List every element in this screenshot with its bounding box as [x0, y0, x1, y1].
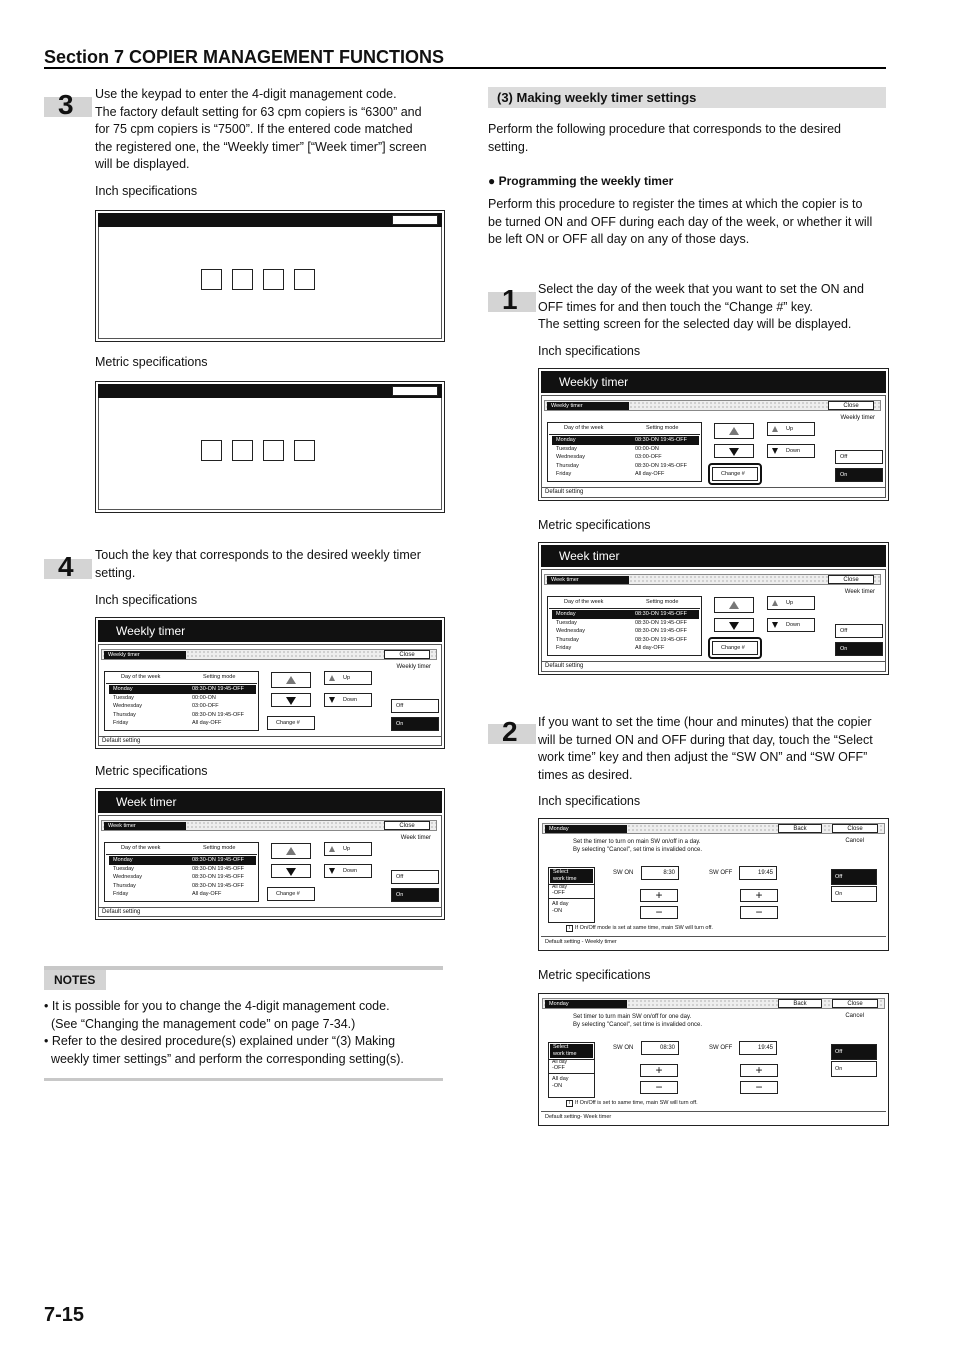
week-timer-screen-metric-step1 — [538, 542, 889, 675]
screen-tab: Monday — [545, 1000, 627, 1008]
sw-on-plus-button[interactable]: + — [640, 889, 678, 902]
default-setting-label[interactable]: Default setting — [102, 909, 141, 915]
step-1-badge: 1 — [488, 292, 536, 312]
default-setting-label[interactable]: Default setting — [545, 489, 584, 495]
down-button[interactable]: Down — [324, 864, 372, 878]
sw-on-minus-button[interactable]: − — [640, 1081, 678, 1094]
instruction-line-2: By selecting "Cancel", set time is invalided once. — [573, 847, 702, 853]
scroll-up-arrow-button[interactable] — [714, 423, 754, 439]
inch-label: Inch specifications — [538, 794, 641, 808]
mode-selector[interactable] — [548, 867, 595, 923]
side-label: Week timer — [400, 835, 431, 841]
step-3-text: Use the keypad to enter the 4-digit management code. The factory default setting for 63 cpm copiers is “6300” and for 75 cpm copiers is “7500”. If the entered code matched the registered one, the “Weekly timer” [“Week timer”] screen will be displayed. — [95, 87, 427, 172]
notes-list — [44, 998, 444, 1068]
change-button[interactable]: Change # — [267, 716, 315, 730]
instruction-line-1: Set timer to turn main SW on/off for one day. — [573, 1014, 692, 1020]
table-row[interactable]: Wednesday 03:00-OFF — [113, 703, 219, 709]
up-icon — [329, 846, 335, 852]
col-mode: Setting mode — [646, 599, 679, 605]
scroll-up-arrow-button[interactable] — [714, 597, 754, 613]
down-button[interactable]: Down — [324, 693, 372, 707]
page-number: 7-15 — [44, 1304, 85, 1326]
up-button[interactable]: Up — [767, 422, 815, 436]
table-row[interactable]: Friday All day-OFF — [556, 471, 665, 477]
sw-off-minus-button[interactable]: − — [740, 906, 778, 919]
back-button[interactable]: Back — [778, 824, 822, 833]
mode-selector[interactable] — [548, 1042, 595, 1098]
scroll-up-arrow-button[interactable] — [271, 672, 311, 688]
sw-off-plus-button[interactable]: + — [740, 1064, 778, 1077]
admin-bar — [98, 384, 442, 398]
select-work-time-option[interactable]: Select work time — [550, 1044, 593, 1058]
sw-on-value: 8:30 — [641, 866, 679, 880]
day-table — [547, 422, 702, 482]
up-arrow-icon — [286, 847, 296, 855]
table-row[interactable]: Monday 08:30-ON 19:45-OFF — [109, 856, 256, 865]
side-label: Weekly timer — [840, 415, 875, 421]
close-button[interactable]: Close — [832, 824, 878, 833]
programming-text: Perform this procedure to register the times at which the copier is to be turned ON and OFF during each day of the week, or whether it will be left ON or OFF all day on any of those days. — [488, 197, 873, 247]
close-button[interactable]: Close — [828, 401, 874, 410]
off-option-label: -OFF — [552, 1065, 565, 1071]
admin-bar — [98, 213, 442, 227]
metric-label: Metric specifications — [95, 355, 208, 369]
off-button[interactable]: Off — [831, 1044, 877, 1060]
off-option-label: -OFF — [552, 890, 565, 896]
close-button[interactable]: Close — [384, 650, 430, 659]
table-row[interactable]: Thursday 08:30-ON 19:45-OFF — [556, 462, 687, 469]
sw-on-label: SW ON — [613, 870, 634, 876]
admin-number-screen-metric — [95, 381, 445, 513]
screen-tab: Week timer — [547, 576, 629, 584]
inch-label: Inch specifications — [538, 344, 641, 358]
sw-on-value: 08:30 — [641, 1041, 679, 1055]
table-row[interactable]: Tuesday 00:00-ON — [113, 694, 216, 701]
step-2-badge: 2 — [488, 724, 536, 744]
metric-label: Metric specifications — [538, 518, 651, 532]
screen-tab: Monday — [545, 825, 627, 833]
table-row[interactable]: Wednesday 08:30-ON 19:45-OFF — [556, 628, 687, 634]
metric-label: Metric specifications — [538, 968, 651, 982]
sw-off-value: 19:45 — [739, 866, 777, 880]
on-option-label: -ON — [552, 908, 563, 914]
off-button[interactable]: Off — [835, 624, 883, 638]
day-table — [547, 596, 702, 656]
note-line: • Refer to the desired procedure(s) explained under “(3) Making — [44, 1034, 396, 1049]
timer-setting-screen-inch — [538, 818, 889, 951]
section-title: Section 7 COPIER MANAGEMENT FUNCTIONS — [44, 47, 445, 67]
inch-label: Inch specifications — [95, 184, 198, 198]
weekly-timer-screen-inch-step1 — [538, 368, 889, 501]
off-button[interactable]: Off — [391, 699, 439, 713]
step-4-badge: 4 — [44, 559, 92, 579]
step-3-badge: 3 — [44, 97, 92, 117]
change-button[interactable]: Change # — [712, 641, 758, 655]
select-work-time-option[interactable]: Select work time — [550, 869, 593, 883]
digit-box — [232, 440, 253, 461]
digit-box — [294, 269, 315, 290]
table-row[interactable]: Tuesday 08:30-ON 19:45-OFF — [113, 865, 244, 872]
sw-off-label: SW OFF — [709, 1045, 733, 1051]
down-button[interactable]: Down — [767, 444, 815, 458]
down-icon — [329, 868, 335, 874]
step-4-text: Touch the key that corresponds to the desired weekly timer setting. — [95, 548, 421, 580]
col-mode: Setting mode — [646, 425, 679, 431]
sw-on-plus-button[interactable]: + — [640, 1064, 678, 1077]
close-button[interactable]: Close — [384, 821, 430, 830]
up-button[interactable]: Up — [324, 671, 372, 685]
weekly-timer-screen-inch — [95, 617, 445, 749]
intro-text: Perform the following procedure that corresponds to the desired setting. — [488, 122, 841, 154]
back-button[interactable]: Back — [778, 999, 822, 1008]
table-row[interactable]: Wednesday 03:00-OFF — [556, 454, 662, 460]
scroll-down-arrow-button[interactable] — [714, 618, 754, 632]
admin-number-screen-inch — [95, 210, 445, 342]
down-button[interactable]: Down — [767, 618, 815, 632]
digit-box — [232, 269, 253, 290]
section-rule — [44, 67, 886, 69]
inch-label: Inch specifications — [95, 593, 198, 607]
down-icon — [772, 622, 778, 628]
programming-title: ● Programming the weekly timer — [488, 174, 674, 188]
table-row[interactable]: Tuesday 08:30-ON 19:45-OFF — [556, 619, 687, 626]
instruction-line-2: By selecting "Cancel", set time is invalided once. — [573, 1022, 702, 1028]
up-icon — [329, 675, 335, 681]
default-setting-label[interactable]: Default setting — [102, 738, 141, 744]
table-row[interactable]: Monday 08:30-ON 19:45-OFF — [552, 436, 699, 445]
down-arrow-icon — [729, 622, 739, 630]
screen-header: Weekly timer — [541, 371, 886, 393]
close-button[interactable]: Close — [832, 999, 878, 1008]
sw-off-minus-button[interactable]: − — [740, 1081, 778, 1094]
close-button[interactable] — [392, 215, 438, 225]
change-button[interactable]: Change # — [712, 467, 758, 481]
sw-off-label: SW OFF — [709, 870, 733, 876]
col-day: Day of the week — [121, 674, 161, 680]
col-mode: Setting mode — [203, 674, 236, 680]
col-mode: Setting mode — [203, 845, 236, 851]
default-setting-label[interactable]: Default setting- Week timer — [545, 1114, 612, 1120]
step-1-text: Select the day of the week that you want to set the ON and OFF times for and then touch the “Change #” key. The setting screen for the selected day will be displayed. — [538, 282, 864, 332]
screen-header: Week timer — [541, 545, 886, 567]
cancel-label[interactable]: Cancel — [845, 1013, 864, 1019]
instruction-line-1: Set the timer to turn on main SW on/off in a day. — [573, 839, 701, 845]
week-timer-screen-metric — [95, 788, 445, 920]
scroll-down-arrow-button[interactable] — [271, 864, 311, 878]
on-button[interactable]: On — [835, 468, 883, 482]
day-table — [104, 671, 259, 731]
table-row[interactable]: Monday 08:30-ON 19:45-OFF — [552, 610, 699, 619]
screen-header: Weekly timer — [98, 620, 442, 642]
note-line: weekly timer settings” and perform the corresponding setting(s). — [44, 1051, 404, 1066]
on-button[interactable]: On — [391, 717, 439, 731]
col-day: Day of the week — [564, 599, 604, 605]
allday-on-option[interactable]: All day — [552, 1076, 569, 1082]
digit-box — [263, 440, 284, 461]
timer-setting-screen-metric — [538, 993, 889, 1126]
close-button[interactable]: Close — [828, 575, 874, 584]
digit-box — [201, 440, 222, 461]
info-icon: i — [566, 1100, 573, 1107]
note-line: (See “Changing the management code” on page 7-34.) — [44, 1016, 356, 1031]
up-arrow-icon — [729, 427, 739, 435]
on-button[interactable]: On — [835, 642, 883, 656]
off-button[interactable]: Off — [391, 870, 439, 884]
sw-off-value: 19:45 — [739, 1041, 777, 1055]
table-row[interactable]: Thursday 08:30-ON 19:45-OFF — [113, 711, 244, 718]
on-button[interactable]: On — [831, 886, 877, 902]
table-row[interactable]: Friday All day-OFF — [556, 645, 665, 651]
digit-box — [263, 269, 284, 290]
down-icon — [329, 697, 335, 703]
allday-on-option[interactable]: All day — [552, 901, 569, 907]
screen-tab: Week timer — [104, 822, 186, 830]
on-button[interactable]: On — [831, 1061, 877, 1077]
screen-tab: Weekly timer — [547, 402, 629, 410]
table-row[interactable]: Monday 08:30-ON 19:45-OFF — [109, 685, 256, 694]
screen-header: Week timer — [98, 791, 442, 813]
default-setting-label[interactable]: Default setting - Weekly timer — [545, 939, 617, 945]
off-button[interactable]: Off — [831, 869, 877, 885]
down-arrow-icon — [729, 448, 739, 456]
screen-tab: Weekly timer — [104, 651, 186, 659]
step-2-text: If you want to set the time (hour and minutes) that the copier will be turned ON and OFF during that day, touch the “Select work time” key and then adjust the “SW ON” and “SW OFF” times as desired. — [538, 715, 873, 782]
scroll-up-arrow-button[interactable] — [271, 843, 311, 859]
note-line: • It is possible for you to change the 4-digit management code. — [44, 999, 390, 1013]
table-row[interactable]: Thursday 08:30-ON 19:45-OFF — [113, 882, 244, 889]
notes-bottom-rule — [44, 1078, 443, 1081]
side-label: Weekly timer — [396, 664, 431, 670]
up-button[interactable]: Up — [324, 842, 372, 856]
allday-off-option[interactable]: All day — [552, 884, 568, 890]
down-arrow-icon — [286, 868, 296, 876]
same-time-note: If On/Off mode is set at same time, main SW will turn off. — [575, 925, 713, 931]
table-row[interactable]: Wednesday 08:30-ON 19:45-OFF — [113, 874, 244, 880]
up-button[interactable]: Up — [767, 596, 815, 610]
table-row[interactable]: Friday All day-OFF — [113, 891, 222, 897]
info-icon: i — [566, 925, 573, 932]
table-row[interactable]: Tuesday 00:00-ON — [556, 445, 659, 452]
off-button[interactable]: Off — [835, 450, 883, 464]
table-row[interactable]: Thursday 08:30-ON 19:45-OFF — [556, 636, 687, 643]
digit-box — [294, 440, 315, 461]
default-setting-label[interactable]: Default setting — [545, 663, 584, 669]
notes-label: NOTES — [44, 970, 106, 990]
sw-off-plus-button[interactable]: + — [740, 889, 778, 902]
cancel-label[interactable]: Cancel — [845, 838, 864, 844]
on-option-label: -ON — [552, 1083, 563, 1089]
allday-off-option[interactable]: All day — [552, 1059, 568, 1065]
table-row[interactable]: Friday All day-OFF — [113, 720, 222, 726]
day-table — [104, 842, 259, 902]
change-button[interactable]: Change # — [267, 887, 315, 901]
up-icon — [772, 426, 778, 432]
col-day: Day of the week — [121, 845, 161, 851]
metric-label: Metric specifications — [95, 764, 208, 778]
up-arrow-icon — [729, 601, 739, 609]
close-button[interactable] — [392, 386, 438, 396]
sw-on-minus-button[interactable]: − — [640, 906, 678, 919]
on-button[interactable]: On — [391, 888, 439, 902]
up-icon — [772, 600, 778, 606]
down-icon — [772, 448, 778, 454]
same-time-note: If On/Off is set to same time, main SW will turn off. — [575, 1100, 698, 1106]
scroll-down-arrow-button[interactable] — [714, 444, 754, 458]
scroll-down-arrow-button[interactable] — [271, 693, 311, 707]
digit-box — [201, 269, 222, 290]
down-arrow-icon — [286, 697, 296, 705]
subsection-header: (3) Making weekly timer settings — [488, 87, 886, 108]
up-arrow-icon — [286, 676, 296, 684]
side-label: Week timer — [844, 589, 875, 595]
sw-on-label: SW ON — [613, 1045, 634, 1051]
col-day: Day of the week — [564, 425, 604, 431]
